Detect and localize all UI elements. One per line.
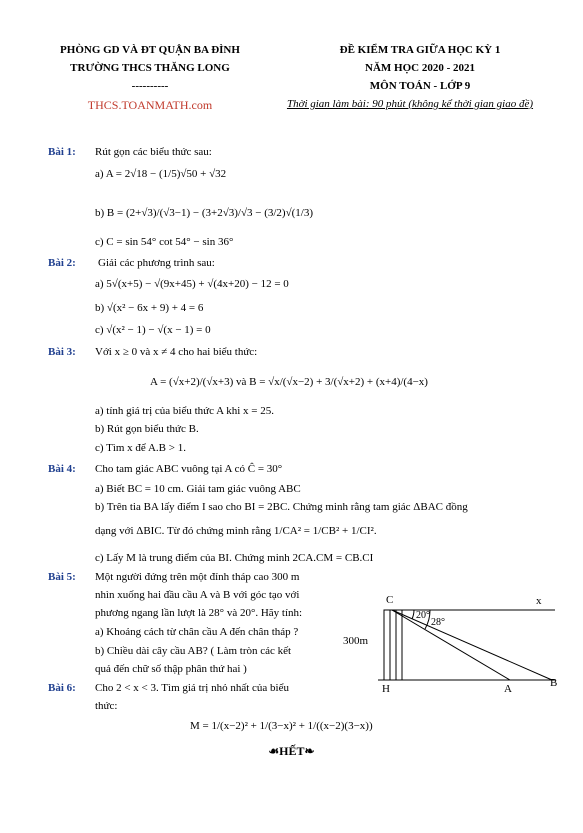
- bai2-part-b: b) √(x² − 6x + 9) + 4 = 6: [95, 302, 204, 314]
- label-b: B: [550, 677, 558, 689]
- bai4-label: Bài 4:: [48, 463, 76, 475]
- bai3-part-b: b) Rút gọn biểu thức B.: [95, 423, 199, 435]
- height-label: 300m: [343, 635, 369, 647]
- bai4-part-b2: dạng với ΔBIC. Từ đó chứng minh rằng 1/CA² = 1/CB² + 1/CI².: [95, 525, 377, 537]
- bai5-line3: phương ngang lần lượt là 28° và 20°. Hãy tính:: [95, 607, 303, 619]
- bai4-part-a: a) Biết BC = 10 cm. Giải tam giác vuông ABC: [95, 483, 301, 495]
- header-divider: ----------: [131, 80, 169, 92]
- bai1-part-a: a) A = 2√18 − (1/5)√50 + √32: [95, 168, 227, 180]
- bai2-part-a: a) 5√(x+5) − √(9x+45) + √(4x+20) − 12 = 0: [95, 278, 289, 290]
- subject-grade: MÔN TOÁN - LỚP 9: [369, 80, 471, 92]
- label-c: C: [386, 594, 394, 606]
- website-link[interactable]: THCS.TOANMATH.com: [87, 98, 213, 112]
- bai4-part-c: c) Lấy M là trung điểm của BI. Chứng minh 2CA.CM = CB.CI: [95, 552, 374, 564]
- school-dept: PHÒNG GD VÀ ĐT QUẬN BA ĐÌNH: [60, 44, 240, 56]
- tower-bridge-figure: [340, 590, 565, 695]
- end-ornament-right: ❧: [304, 744, 315, 758]
- bai3-label: Bài 3:: [48, 346, 76, 358]
- angle-20-label: 20°: [416, 610, 430, 621]
- bai5-part-b1: b) Chiều dài cây cầu AB? ( Làm tròn các kết: [95, 645, 292, 657]
- label-h: H: [382, 683, 390, 695]
- bai6-line1: Cho 2 < x < 3. Tìm giá trị nhỏ nhất của biểu: [95, 682, 289, 694]
- school-name: TRƯỜNG THCS THĂNG LONG: [70, 62, 230, 74]
- exam-title: ĐỀ KIỂM TRA GIỮA HỌC KỲ 1: [339, 44, 501, 56]
- bai1-label: Bài 1:: [48, 146, 76, 158]
- bai3-part-c: c) Tìm x để A.B > 1.: [95, 442, 186, 454]
- bai4-part-b1: b) Trên tia BA lấy điểm I sao cho BI = 2BC. Chứng minh rằng tam giác ΔBAC đồng: [95, 501, 468, 513]
- end-text: HẾT: [279, 744, 305, 758]
- bai4-intro: Cho tam giác ABC vuông tại A có Ĉ = 30°: [95, 463, 283, 475]
- tower: [384, 610, 402, 680]
- bai1-part-b: b) B = (2+√3)/(√3−1) − (3+2√3)/√3 − (3/2)√(1/3): [95, 207, 314, 219]
- bai1-intro: Rút gọn các biểu thức sau:: [95, 146, 212, 158]
- bai3-formula: A = (√x+2)/(√x+3) và B = √x/(√x−2) + 3/(√x+2) + (x+4)/(4−x): [150, 376, 428, 388]
- end-marker: [0, 744, 583, 759]
- school-year: NĂM HỌC 2020 - 2021: [365, 62, 475, 74]
- bai5-line1: Một người đứng trên một đỉnh tháp cao 300 m: [95, 571, 300, 583]
- bai6-formula: M = 1/(x−2)² + 1/(3−x)² + 1/((x−2)(3−x)): [190, 720, 373, 732]
- time-note: Thời gian làm bài: 90 phút (không kể thời gian giao đề): [286, 98, 534, 110]
- bai6-label: Bài 6:: [48, 682, 76, 694]
- bai3-intro: Với x ≥ 0 và x ≠ 4 cho hai biểu thức:: [95, 346, 258, 358]
- bai2-label: Bài 2:: [48, 257, 76, 269]
- bai5-label: Bài 5:: [48, 571, 76, 583]
- bai2-part-c: c) √(x² − 1) − √(x − 1) = 0: [95, 324, 211, 336]
- label-a: A: [504, 683, 512, 695]
- bai6-line2: thức:: [95, 700, 118, 712]
- bai5-part-a: a) Khoảng cách từ chân cầu A đến chân tháp ?: [95, 626, 299, 638]
- bai3-part-a: a) tính giá trị của biểu thức A khi x = 25.: [95, 405, 274, 417]
- angle-28-label: 28°: [431, 617, 445, 628]
- bai2-intro: Giải các phương trình sau:: [98, 257, 215, 269]
- end-ornament-left: ☙: [268, 744, 280, 758]
- bai5-part-b2: quả đến chữ số thập phân thứ hai ): [95, 663, 247, 675]
- bai1-part-c: c) C = sin 54° cot 54° − sin 36°: [95, 236, 234, 248]
- bai5-line2: nhìn xuống hai đầu cầu A và B với góc tạo với: [95, 589, 300, 601]
- sight-line-a: [392, 610, 510, 680]
- label-x: x: [536, 595, 542, 607]
